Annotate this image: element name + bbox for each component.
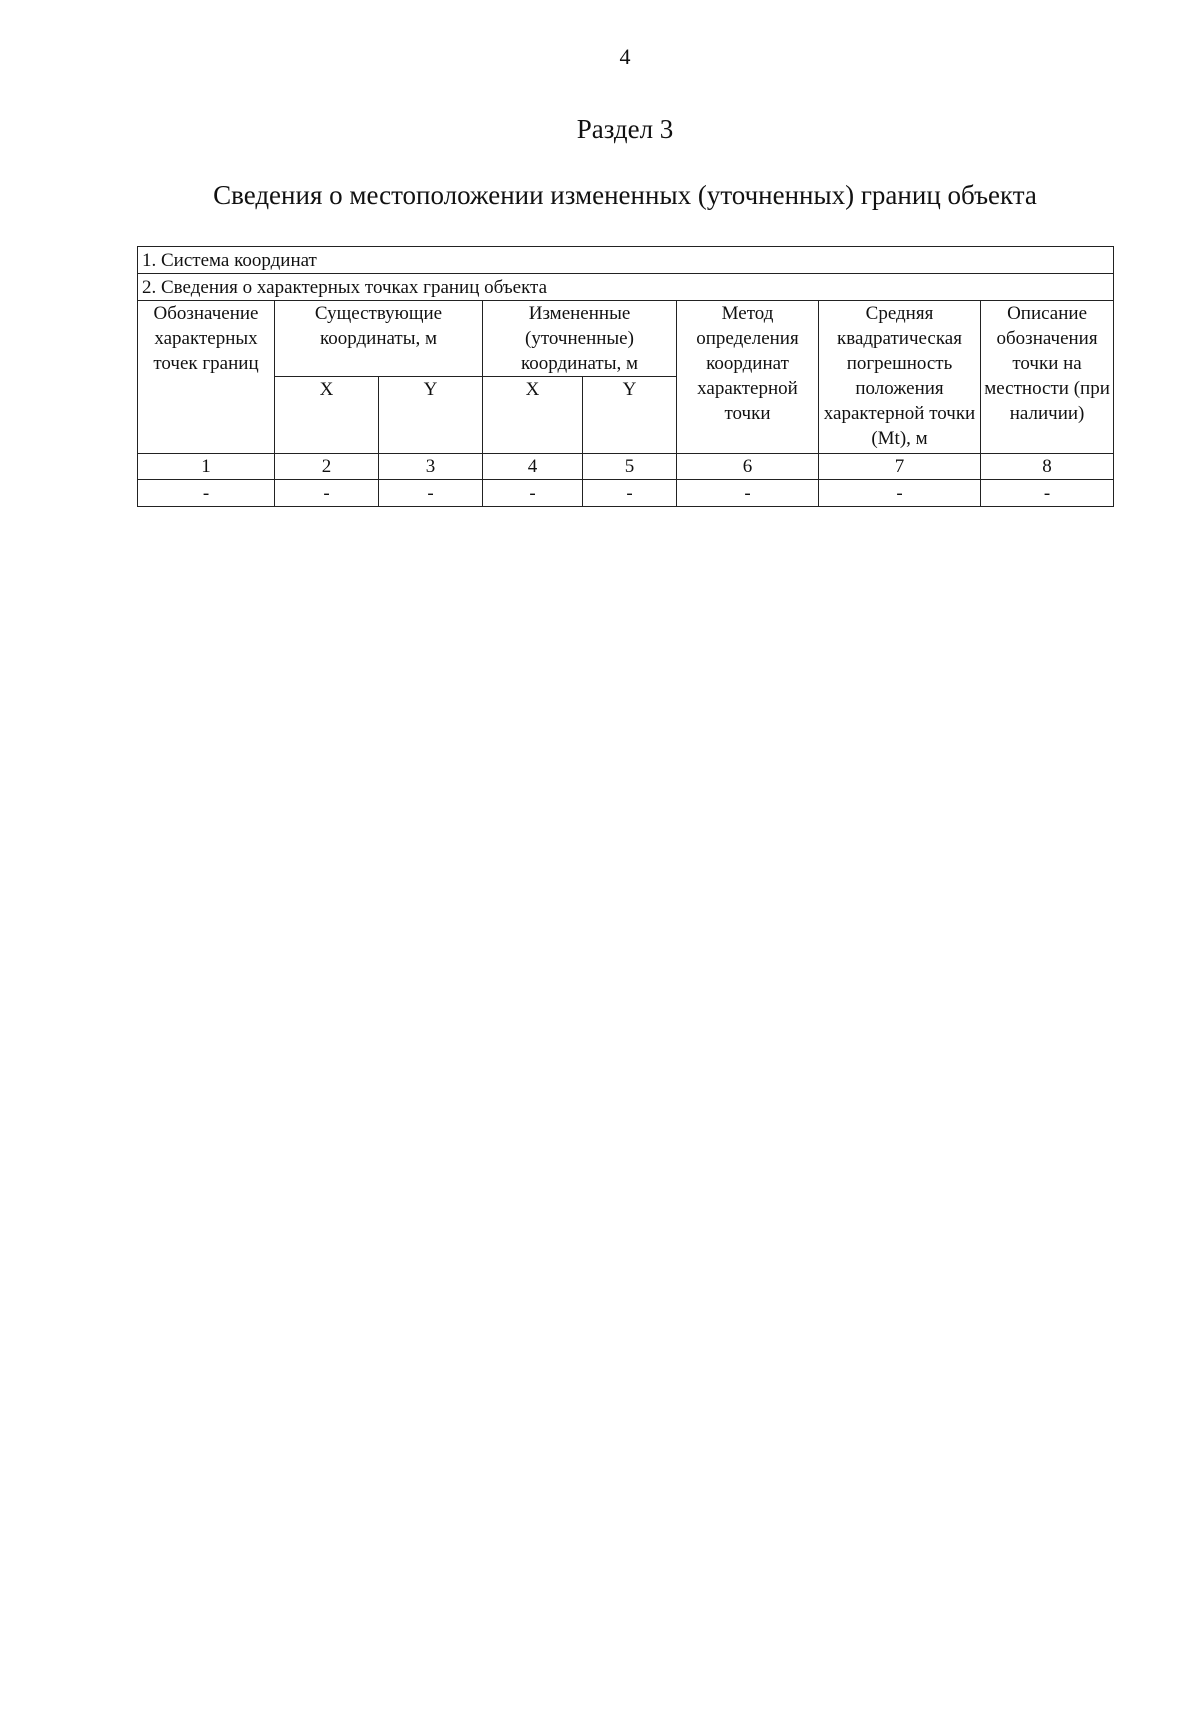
header-method: Метод определения координат характерной точки <box>677 301 819 454</box>
header-rms-error: Средняя квадратическая погрешность положения характерной точки (Mt), м <box>819 301 981 454</box>
column-number: 4 <box>483 454 583 480</box>
column-number: 2 <box>275 454 379 480</box>
boundary-points-row: 2. Сведения о характерных точках границ объекта <box>138 274 1114 301</box>
header-changed-y: Y <box>583 377 677 454</box>
document-heading: Сведения о местоположении измененных (уточненных) границ объекта <box>213 180 1037 210</box>
table-cell: - <box>819 480 981 507</box>
column-number-row <box>138 454 1114 480</box>
header-designation: Обозначение характерных точек границ <box>138 301 275 454</box>
header-existing-coordinates: Существующие координаты, м <box>275 301 483 377</box>
table-cell: - <box>981 480 1114 507</box>
table-cell: - <box>138 480 275 507</box>
column-number: 1 <box>138 454 275 480</box>
table-cell: - <box>275 480 379 507</box>
page-number: 4 <box>619 44 631 69</box>
header-changed-coordinates: Измененные (уточненные) координаты, м <box>483 301 677 377</box>
table-cell: - <box>677 480 819 507</box>
coordinate-system-row: 1. Система координат <box>138 247 1114 274</box>
header-point-description: Описание обозначения точки на местности (при наличии) <box>981 301 1114 454</box>
header-existing-y: Y <box>379 377 483 454</box>
boundary-points-table <box>137 246 1114 507</box>
column-number: 8 <box>981 454 1114 480</box>
table-cell: - <box>483 480 583 507</box>
header-changed-x: X <box>483 377 583 454</box>
table-cell: - <box>583 480 677 507</box>
section-title: Раздел 3 <box>576 114 674 144</box>
column-number: 5 <box>583 454 677 480</box>
table-row <box>138 480 1114 507</box>
column-number: 6 <box>677 454 819 480</box>
table-cell: - <box>379 480 483 507</box>
header-existing-x: X <box>275 377 379 454</box>
column-number: 3 <box>379 454 483 480</box>
column-number: 7 <box>819 454 981 480</box>
